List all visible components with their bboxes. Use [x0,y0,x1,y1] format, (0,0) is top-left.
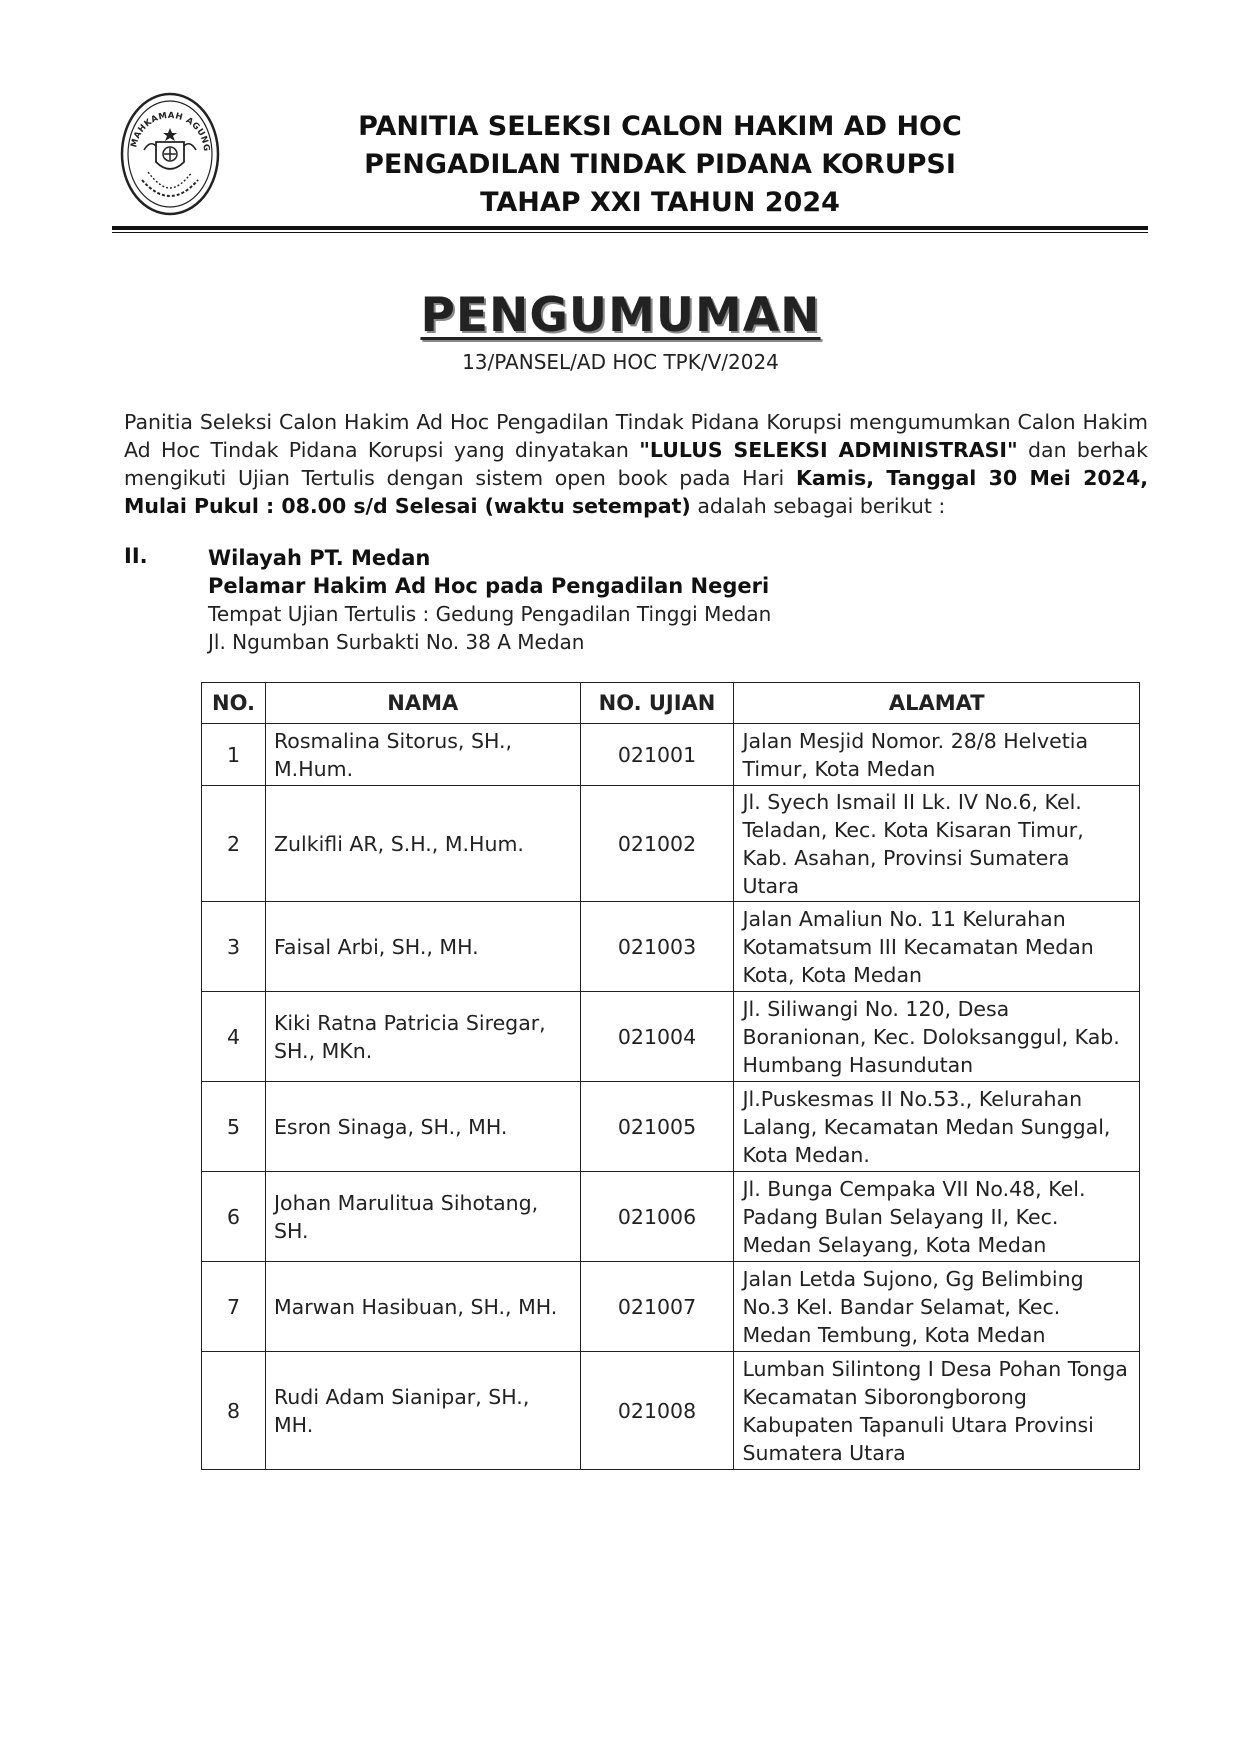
cell-no: 8 [202,1352,266,1470]
cell-no-ujian: 021002 [580,786,734,902]
intro-paragraph [124,408,1148,520]
cell-no-ujian: 021003 [580,902,734,992]
cell-alamat: Jl. Siliwangi No. 120, Desa Boranionan, Kec. Doloksanggul, Kab. Humbang Hasundutan [734,992,1140,1082]
cell-no: 2 [202,786,266,902]
intro-schedule-bold: Kamis, Tanggal 30 Mei 2024, Mulai Pukul : 08.00 s/d Selesai (waktu setempat) [124,466,1148,518]
table-row [202,786,1140,902]
cell-nama: Rosmalina Sitorus, SH., M.Hum. [265,724,580,786]
table-row [202,724,1140,786]
cell-alamat: Jl. Syech Ismail II Lk. IV No.6, Kel. Teladan, Kec. Kota Kisaran Timur, Kab. Asahan, Provinsi Sumatera Utara [734,786,1140,902]
cell-no-ujian: 021007 [580,1262,734,1352]
candidates-table [201,682,1140,1470]
section-number: II. [124,544,148,568]
cell-nama: Faisal Arbi, SH., MH. [265,902,580,992]
cell-alamat: Jalan Amaliun No. 11 Kelurahan Kotamatsum III Kecamatan Medan Kota, Kota Medan [734,902,1140,992]
section-venue: Tempat Ujian Tertulis : Gedung Pengadilan Tinggi Medan [208,602,772,626]
announcement-title [0,288,1241,343]
table-header-row [202,683,1140,724]
cell-no-ujian: 021005 [580,1082,734,1172]
section-address: Jl. Ngumban Surbakti No. 38 A Medan [208,630,585,654]
cell-no-ujian: 021008 [580,1352,734,1470]
table-row [202,1082,1140,1172]
letterhead-divider [112,226,1148,230]
table-row [202,1172,1140,1262]
cell-nama: Rudi Adam Sianipar, SH., MH. [265,1352,580,1470]
cell-no: 6 [202,1172,266,1262]
intro-text-2: dan berhak mengikuti Ujian Tertulis dengan sistem open book pada Hari [124,438,1148,490]
cell-alamat: Lumban Silintong I Desa Pohan Tonga Kecamatan Siborongborong Kabupaten Tapanuli Utara Provinsi Sumatera Utara [734,1352,1140,1470]
mahkamah-agung-logo [120,92,220,216]
header-no: NO. [202,683,266,724]
intro-text-3: adalah sebagai berikut : [690,494,946,518]
cell-no-ujian: 021001 [580,724,734,786]
cell-nama: Zulkifli AR, S.H., M.Hum. [265,786,580,902]
document-number: 13/PANSEL/AD HOC TPK/V/2024 [462,350,779,374]
section-subtitle: Pelamar Hakim Ad Hoc pada Pengadilan Negeri [208,574,770,598]
letterhead-line-2: PENGADILAN TINDAK PIDANA KORUPSI [364,149,956,180]
intro-status-bold: "LULUS SELEKSI ADMINISTRASI" [639,438,1018,462]
letterhead-divider-thin [112,232,1148,233]
cell-no-ujian: 021006 [580,1172,734,1262]
cell-alamat: Jalan Mesjid Nomor. 28/8 Helvetia Timur, Kota Medan [734,724,1140,786]
cell-no: 1 [202,724,266,786]
cell-alamat: Jl. Bunga Cempaka VII No.48, Kel. Padang Bulan Selayang II, Kec. Medan Selayang, Kota Medan [734,1172,1140,1262]
cell-nama: Kiki Ratna Patricia Siregar, SH., MKn. [265,992,580,1082]
svg-text:MAHKAMAH AGUNG: MAHKAMAH AGUNG [129,110,212,153]
cell-no-ujian: 021004 [580,992,734,1082]
table-row [202,902,1140,992]
cell-nama: Esron Sinaga, SH., MH. [265,1082,580,1172]
table-row [202,1352,1140,1470]
table-row [202,1262,1140,1352]
cell-no: 7 [202,1262,266,1352]
intro-text-1: Panitia Seleksi Calon Hakim Ad Hoc Pengadilan Tindak Pidana Korupsi mengumumkan Calon Hakim Ad Hoc Tindak Pidana Korupsi yang dinyatakan [124,410,1148,462]
cell-nama: Johan Marulitua Sihotang, SH. [265,1172,580,1262]
cell-alamat: Jl.Puskesmas II No.53., Kelurahan Lalang, Kecamatan Medan Sunggal, Kota Medan. [734,1082,1140,1172]
header-no-ujian: NO. UJIAN [580,683,734,724]
cell-no: 4 [202,992,266,1082]
letterhead [300,108,1020,222]
header-nama: NAMA [265,683,580,724]
section-heading [208,544,1108,656]
table-row [202,992,1140,1082]
cell-alamat: Jalan Letda Sujono, Gg Belimbing No.3 Kel. Bandar Selamat, Kec. Medan Tembung, Kota Medan [734,1262,1140,1352]
letterhead-line-3: TAHAP XXI TAHUN 2024 [480,187,840,218]
announcement-title-text: PENGUMUMAN [420,288,821,343]
header-alamat: ALAMAT [734,683,1140,724]
cell-nama: Marwan Hasibuan, SH., MH. [265,1262,580,1352]
cell-no: 5 [202,1082,266,1172]
section-region: Wilayah PT. Medan [208,546,431,570]
cell-no: 3 [202,902,266,992]
letterhead-line-1: PANITIA SELEKSI CALON HAKIM AD HOC [358,111,962,142]
